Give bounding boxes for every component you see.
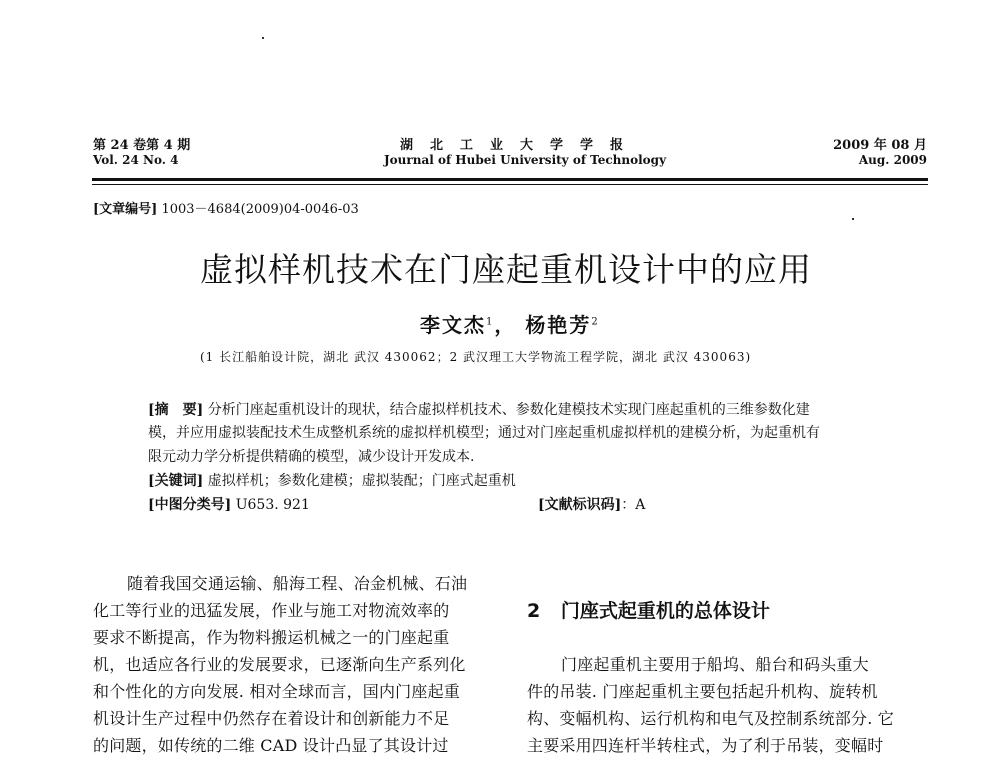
body-paragraph-line: 门座起重机主要用于船坞、船台和码头重大	[561, 655, 869, 674]
author-affil-sup: 2	[591, 316, 600, 328]
author-affil-sup: 1	[486, 316, 495, 328]
body-paragraph-line: 的问题，如传统的二维 CAD 设计凸显了其设计过	[93, 736, 449, 755]
body-paragraph-line: 化工等行业的迅猛发展，作业与施工对物流效率的	[93, 601, 450, 620]
doc-code-label: [文献标识码]	[538, 497, 622, 513]
classification-label: [中图分类号]	[148, 497, 232, 513]
author-name: 杨艳芳	[525, 313, 592, 337]
abstract-line-1	[148, 399, 810, 419]
keywords-value: 虚拟样机；参数化建模；虚拟装配；门座式起重机	[207, 473, 516, 489]
scan-speck	[262, 37, 264, 39]
header-rule-thick	[92, 178, 928, 181]
scan-speck	[852, 218, 854, 220]
classification-value: U653. 921	[235, 497, 310, 513]
paper-title: 虚拟样机技术在门座起重机设计中的应用	[200, 250, 812, 289]
affiliation: (1 长江船舶设计院，湖北 武汉 430062；2 武汉理工大学物流工程学院，湖北 武汉 430063)	[200, 350, 752, 364]
volume-en: Vol. 24 No. 4	[93, 153, 179, 167]
journal-cn: 湖 北 工 业 大 学 学 报	[400, 138, 626, 153]
journal-en: Journal of Hubei University of Technology	[384, 153, 667, 167]
date-en: Aug. 2009	[858, 153, 927, 167]
body-paragraph-line: 要求不断提高，作为物料搬运机械之一的门座起重	[93, 628, 450, 647]
keywords-label: [关键词]	[148, 473, 204, 489]
classification	[148, 494, 310, 514]
body-paragraph-line: 构、变幅机构、运行机构和电气及控制系统部分. 它	[527, 709, 894, 728]
body-paragraph-line: 机设计生产过程中仍然存在着设计和创新能力不足	[93, 709, 450, 728]
body-paragraph-line: 机，也适应各行业的发展要求，已逐渐向生产系列化	[93, 655, 466, 674]
body-paragraph-line: 和个性化的方向发展. 相对全球而言，国内门座起重	[93, 682, 460, 701]
abstract-line-2: 模，并应用虚拟装配技术生成整机系统的虚拟样机模型；通过对门座起重机虚拟样机的建模分析，为起重机有	[148, 425, 820, 441]
section-heading	[527, 596, 770, 623]
article-number-value: 1003－4684(2009)04-0046-03	[161, 202, 359, 217]
abstract-text: 分析门座起重机设计的现状，结合虚拟样机技术、参数化建模技术实现门座起重机的三维参数化建	[207, 402, 810, 418]
body-paragraph-line: 件的吊装. 门座起重机主要包括起升机构、旋转机	[527, 682, 878, 701]
volume-cn: 第 24 卷第 4 期	[93, 138, 191, 153]
date-cn: 2009 年 08 月	[833, 138, 927, 153]
article-number	[93, 198, 359, 217]
body-paragraph-line: 主要采用四连杆半转柱式，为了利于吊装，变幅时	[527, 736, 884, 755]
author-name: 李文杰	[420, 313, 486, 337]
author-separator: ，	[494, 313, 517, 337]
keywords	[148, 470, 516, 490]
doc-code	[538, 494, 645, 514]
header-rule-thin	[92, 184, 928, 185]
section-title: 门座式起重机的总体设计	[560, 600, 770, 622]
abstract-label: [摘 要]	[148, 402, 204, 418]
author-line	[420, 309, 600, 338]
abstract-line-3: 限元动力学分析提供精确的模型，减少设计开发成本.	[148, 449, 475, 465]
section-number: 2	[527, 600, 541, 622]
doc-code-value: ：A	[621, 497, 646, 513]
body-paragraph-line: 随着我国交通运输、船海工程、冶金机械、石油	[127, 574, 468, 593]
article-number-label: [文章编号]	[93, 202, 158, 217]
